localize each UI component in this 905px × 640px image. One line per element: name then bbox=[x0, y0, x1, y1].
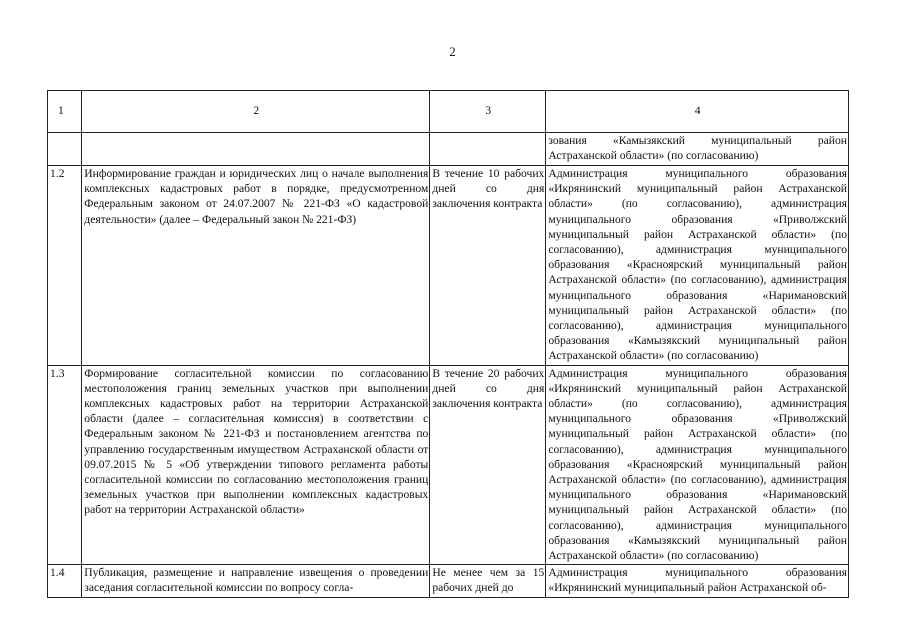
cell-deadline bbox=[430, 133, 546, 166]
header-col-4: 4 bbox=[546, 91, 849, 133]
header-col-1: 1 bbox=[48, 91, 82, 133]
row-deadline: В течение 20 рабочих дней со дня заключения контракта bbox=[430, 365, 546, 565]
page-number: 2 bbox=[449, 44, 456, 59]
row-deadline: Не менее чем за 15 рабочих дней до bbox=[430, 565, 546, 597]
row-responsible: Администрация муниципального образования «Икрянинский муниципальный район Астраханской области» (по согласованию), администрация муниципального образования «Приволжский муниципальный район Астраханской области» (по согласованию), администрация муниципального образования «Красноярский муниципальный район Астраханской области» (по согласованию), администрация муниципального образования «Наримановский муниципальный район Астраханской области» (по согласованию), администрация муниципального образования «Камызякский муниципальный район Астраханской области» (по согласованию) bbox=[546, 365, 849, 565]
cell-responsible: зования «Камызякский муниципальный район Астраханской области» (по согласованию) bbox=[546, 133, 849, 166]
table-header-row bbox=[48, 91, 849, 133]
table-row bbox=[48, 365, 849, 565]
cell-num bbox=[48, 133, 82, 166]
row-number: 1.4 bbox=[48, 565, 82, 597]
row-responsible: Администрация муниципального образования «Икрянинский муниципальный район Астраханской области» (по согласованию), администрация муниципального образования «Приволжский муниципальный район Астраханской области» (по согласованию), администрация муниципального образования «Красноярский муниципальный район Астраханской области» (по согласованию), администрация муниципального образования «Наримановский муниципальный район Астраханской области» (по согласованию), администрация муниципального образования «Камызякский муниципальный район Астраханской области» (по согласованию) bbox=[546, 166, 849, 366]
header-col-2: 2 bbox=[82, 91, 430, 133]
table-row bbox=[48, 565, 849, 597]
row-number: 1.3 bbox=[48, 365, 82, 565]
table-row bbox=[48, 166, 849, 366]
row-deadline: В течение 10 рабочих дней со дня заключения контракта bbox=[430, 166, 546, 366]
cell-action bbox=[82, 133, 430, 166]
row-action: Формирование согласительной комиссии по согласованию местоположения границ земельных участков при выполнении комплексных кадастровых работ на территории Астраханской области (далее – согласительная комиссия) в соответствии с Федеральным законом № 221-ФЗ и постановлением агентства по управлению государственным имуществом Астраханской области от 09.07.2015 № 5 «Об утверждении типового регламента работы согласительной комиссии по согласованию местоположения границ земельных участков при выполнении комплексных кадастровых работ на территории Астраханской области» bbox=[82, 365, 430, 565]
row-responsible: Администрация муниципального образования «Икрянинский муниципальный район Астраханской об- bbox=[546, 565, 849, 597]
measures-table bbox=[47, 90, 849, 598]
row-number: 1.2 bbox=[48, 166, 82, 366]
row-action: Публикация, размещение и направление извещения о проведении заседания согласительной комиссии по вопросу согла- bbox=[82, 565, 430, 597]
continuation-row bbox=[48, 133, 849, 166]
row-action: Информирование граждан и юридических лиц о начале выполнения комплексных кадастровых работ в порядке, предусмотренном Федеральным законом от 24.07.2007 № 221-ФЗ «О кадастровой деятельности» (далее – Федеральный закон № 221-ФЗ) bbox=[82, 166, 430, 366]
header-col-3: 3 bbox=[430, 91, 546, 133]
